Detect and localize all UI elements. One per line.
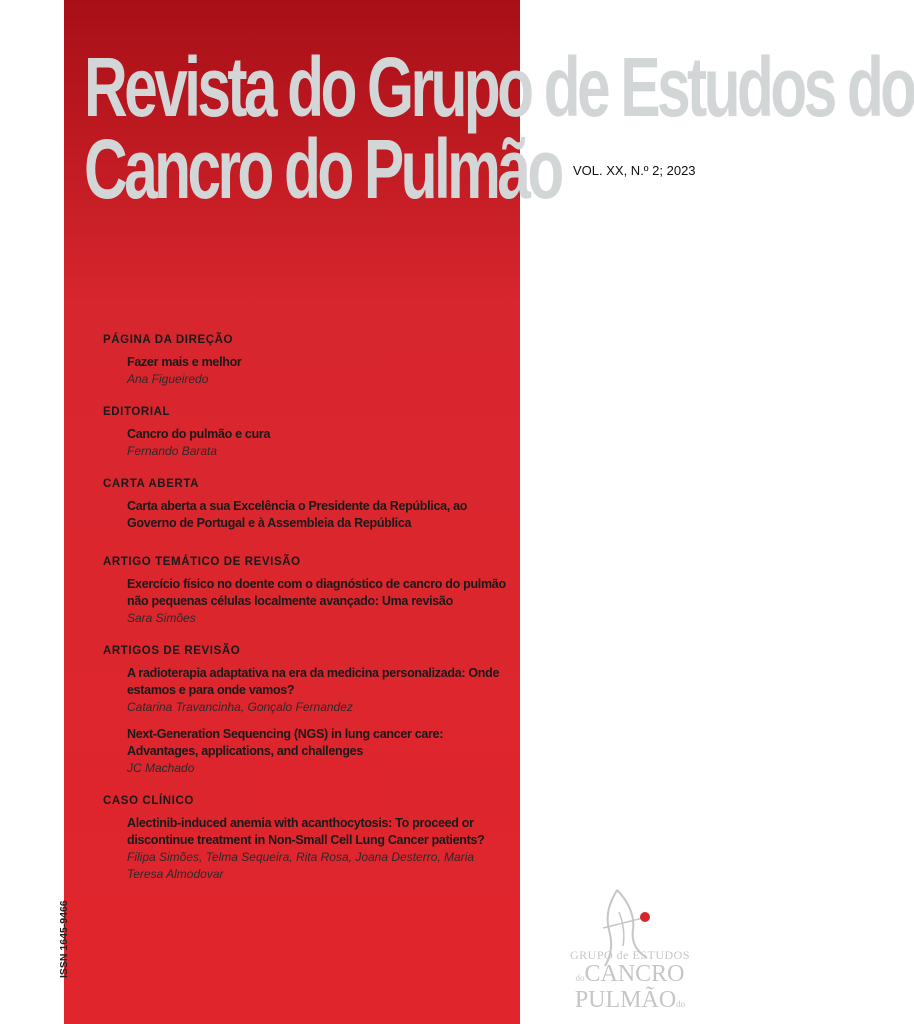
logo-small-do: do: [676, 999, 686, 1009]
section-heading: ARTIGO TEMÁTICO DE REVISÃO: [103, 556, 301, 568]
toc-section: [103, 478, 513, 532]
section-heading: CARTA ABERTA: [103, 478, 199, 490]
toc-article[interactable]: [127, 726, 513, 777]
article-title: Exercício físico no doente com o diagnóstico de cancro do pulmão não pequenas células localmente avançado: Uma revisão: [127, 577, 506, 608]
article-authors: Catarina Travancinha, Gonçalo Fernandez: [127, 700, 353, 714]
logo-line1: GRUPO de ESTUDOS: [569, 948, 690, 962]
toc-article[interactable]: [127, 815, 513, 883]
article-authors: Ana Figueiredo: [127, 372, 209, 386]
article-title: A radioterapia adaptativa na era da medicina personalizada: Onde estamos e para onde vamos?: [127, 666, 500, 697]
logo-dot: [640, 912, 650, 922]
toc-section: [103, 795, 513, 883]
article-title: Carta aberta a sua Excelência o Presidente da República, ao Governo de Portugal e à Assembleia da República: [127, 499, 468, 530]
article-authors: JC Machado: [127, 761, 195, 775]
gecp-logo-text: [560, 948, 700, 1015]
toc-section: [103, 645, 513, 777]
volume-info: VOL. XX, N.º 2; 2023: [573, 163, 696, 178]
article-title: Next-Generation Sequencing (NGS) in lung cancer care: Advantages, applications, and challenges: [127, 727, 444, 758]
logo-small-de: do: [575, 973, 585, 983]
logo-line2: [560, 963, 700, 989]
section-heading: CASO CLÍNICO: [103, 795, 194, 807]
logo-line2-text: CANCRO: [584, 961, 685, 987]
toc-article[interactable]: [127, 576, 513, 627]
article-title: Cancro do pulmão e cura: [127, 427, 271, 441]
article-authors: Sara Simões: [127, 611, 196, 625]
journal-title-line1: Revista do Grupo de Estudos do: [84, 40, 914, 134]
logo-line3: [560, 989, 700, 1015]
toc-article[interactable]: [127, 498, 513, 532]
article-authors: Fernando Barata: [127, 444, 218, 458]
article-authors: Filipa Simões, Telma Sequeira, Rita Rosa, Joana Desterro, Maria Teresa Almodovar: [127, 850, 475, 881]
toc-section: [103, 334, 513, 388]
article-title: Alectinib-induced anemia with acanthocytosis: To proceed or discontinue treatment in Non-Small Cell Lung Cancer patients?: [127, 816, 485, 847]
logo-line3-text: PULMÃO: [574, 987, 677, 1013]
article-title: Fazer mais e melhor: [127, 355, 242, 369]
toc-article[interactable]: [127, 354, 513, 388]
issn-number: ISSN 1645-9466: [58, 900, 70, 978]
journal-title-line2: Cancro do Pulmão: [84, 122, 561, 216]
section-heading: ARTIGOS DE REVISÃO: [103, 645, 241, 657]
toc-section: [103, 406, 513, 460]
section-heading: PÁGINA DA DIREÇÃO: [103, 334, 234, 346]
toc-section: [103, 556, 513, 627]
toc-article[interactable]: [127, 426, 513, 460]
table-of-contents: [103, 334, 513, 901]
toc-article[interactable]: [127, 665, 513, 716]
section-heading: EDITORIAL: [103, 406, 171, 418]
